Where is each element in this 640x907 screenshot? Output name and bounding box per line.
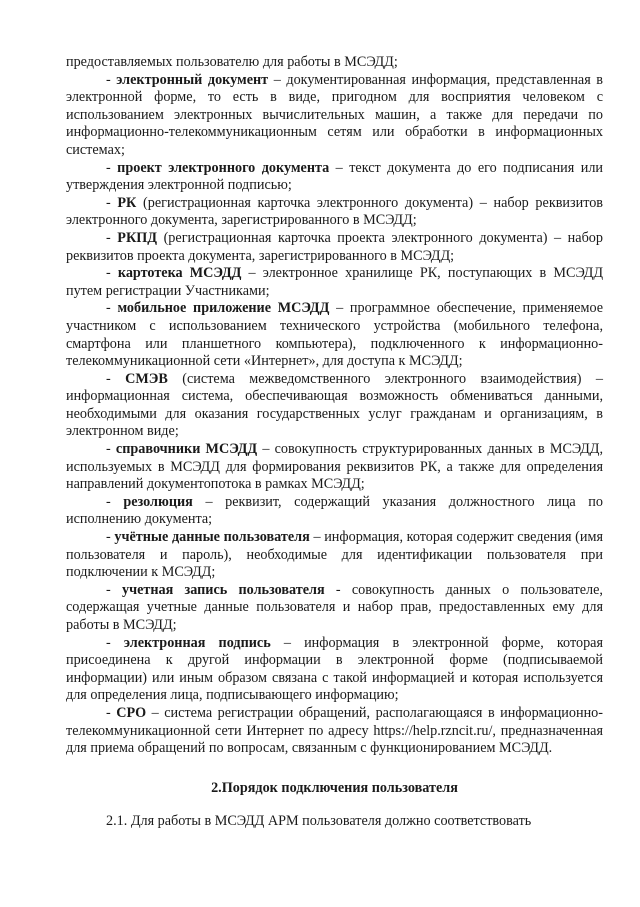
definition-item: - проект электронного документа – текст документа до его подписания или утверждения электронной подписью; [66, 159, 603, 194]
definition-text: – совокупность структурированных данных в МСЭДД, используемых в МСЭДД для формирования реквизитов РК, а также для определения направлений документопотока в рамках МСЭДД; [66, 441, 603, 493]
definition-text: (система межведомственного электронного взаимодействия) – информационная система, обеспечивающая возможность обмениваться данными, необходимыми для оказания государственных услуг гражданам и организациям, в электронном виде; [66, 370, 603, 440]
intro-line: предоставляемых пользователю для работы в МСЭДД; [66, 54, 398, 70]
definition-term: справочники МСЭДД [115, 441, 258, 458]
definition-term: мобильное приложение МСЭДД [117, 300, 330, 317]
definition-term: учётные данные пользователя [114, 529, 310, 546]
definition-term: картотека МСЭДД [117, 265, 242, 282]
definition-term: СРО [116, 704, 147, 721]
definition-item: - электронная подпись – информация в электронной форме, которая присоединена к другой информации в электронной форме (подписываемой информации) или иным образом связана с такой информацией и которая используется для определения лица, подписывающего информацию; [66, 634, 603, 704]
definition-item: - электронный документ – документированная информация, представленная в электронной форме, то есть в виде, пригодном для восприятия человеком с использованием электронных вычислительных машин, а также для передачи по информационно-телекоммуникационным сетям или обработки в информационных системах; [66, 71, 603, 158]
document-body [66, 54, 603, 831]
definition-item: - мобильное приложение МСЭДД – программное обеспечение, применяемое участником с использованием технического устройства (мобильного телефона, смартфона или планшетного компьютера), подключенного к информационно-телекоммуникационной сети «Интернет», для доступа к МСЭДД; [66, 300, 604, 370]
definition-text: - совокупность данных о пользователе, содержащая учетные данные пользователя и набор прав, предоставленных ему для работы в МСЭДД; [66, 581, 603, 633]
section-paragraph: 2.1. Для работы в МСЭДД АРМ пользователя должно соответствовать [106, 813, 532, 830]
definition-text: – программное обеспечение, применяемое участником с использованием технического устройства (мобильного телефона, смартфона или планшетного компьютера), подключенного к информационно-телекоммуникационной сети «Интернет», для доступа к МСЭДД; [66, 300, 604, 370]
definition-item: - резолюция – реквизит, содержащий указания должностного лица по исполнению документа; [66, 493, 603, 528]
definition-item: - справочники МСЭДД – совокупность структурированных данных в МСЭДД, используемых в МСЭДД для формирования реквизитов РК, а также для определения направлений документопотока в рамках МСЭДД; [66, 441, 603, 493]
definition-item: - картотека МСЭДД – электронное хранилище РК, поступающих в МСЭДД путем регистрации Участниками; [66, 265, 603, 299]
definition-item: - СРО – система регистрации обращений, располагающаяся в информационно-телекоммуникационной сети Интернет по адресу https://help.rzncit.ru/, предназначенная для приема обращений по вопросам, связанным с функционированием МСЭДД. [66, 704, 603, 757]
definition-term: учетная запись пользователя [121, 581, 325, 598]
definition-text: – электронное хранилище РК, поступающих в МСЭДД путем регистрации Участниками; [66, 265, 603, 299]
definition-text: – текст документа до его подписания или утверждения электронной подписью; [66, 159, 603, 194]
definition-text: – информация, которая содержит сведения (имя пользователя и пароль), необходимые для идентификации пользователя при подключении к МСЭДД; [66, 529, 603, 581]
definition-item: - учетная запись пользователя - совокупность данных о пользователе, содержащая учетные данные пользователя и набор прав, предоставленных ему для работы в МСЭДД; [66, 581, 603, 633]
definition-item: - РКПД (регистрационная карточка проекта электронного документа) – набор реквизитов проекта документа, зарегистрированного в МСЭДД; [66, 229, 603, 264]
definition-text: – система регистрации обращений, располагающаяся в информационно-телекоммуникационной сети Интернет по адресу https://help.rzncit.ru/, предназначенная для приема обращений по вопросам, связанным с функционированием МСЭДД. [66, 704, 603, 757]
definition-term: СМЭВ [125, 370, 168, 387]
definition-text: – информация в электронной форме, которая присоединена к другой информации в электронной форме (подписываемой информации) или иным образом связана с такой информацией и которая используется для определения лица, подписывающего информацию; [66, 634, 603, 704]
definition-term: резолюция [123, 493, 193, 510]
definition-item: - учётные данные пользователя – информация, которая содержит сведения (имя пользователя и пароль), необходимые для идентификации пользователя при подключении к МСЭДД; [66, 529, 603, 581]
definition-term: РК [117, 194, 137, 211]
definition-term: электронная подпись [123, 634, 271, 651]
definition-term: электронный документ [116, 71, 269, 88]
definition-text: (регистрационная карточка проекта электронного документа) – набор реквизитов проекта документа, зарегистрированного в МСЭДД; [66, 229, 603, 264]
definition-term: РКПД [117, 229, 158, 246]
definition-text: – документированная информация, представленная в электронной форме, то есть в виде, пригодном для восприятия человеком с использованием электронных вычислительных машин, а также для передачи по информационно-телекоммуникационным сетям или обработки в информационных системах; [66, 71, 603, 158]
section-title: 2.Порядок подключения пользователя [211, 779, 458, 796]
definition-term: проект электронного документа [117, 159, 330, 176]
definition-text: – реквизит, содержащий указания должностного лица по исполнению документа; [66, 493, 603, 528]
definition-text: (регистрационная карточка электронного документа) – набор реквизитов электронного документа, зарегистрированного в МСЭДД; [66, 194, 603, 229]
definition-item: - СМЭВ (система межведомственного электронного взаимодействия) – информационная система, обеспечивающая возможность обмениваться данными, необходимыми для оказания государственных услуг гражданам и организациям, в электронном виде; [66, 370, 603, 440]
definition-item: - РК (регистрационная карточка электронного документа) – набор реквизитов электронного документа, зарегистрированного в МСЭДД; [66, 194, 603, 229]
